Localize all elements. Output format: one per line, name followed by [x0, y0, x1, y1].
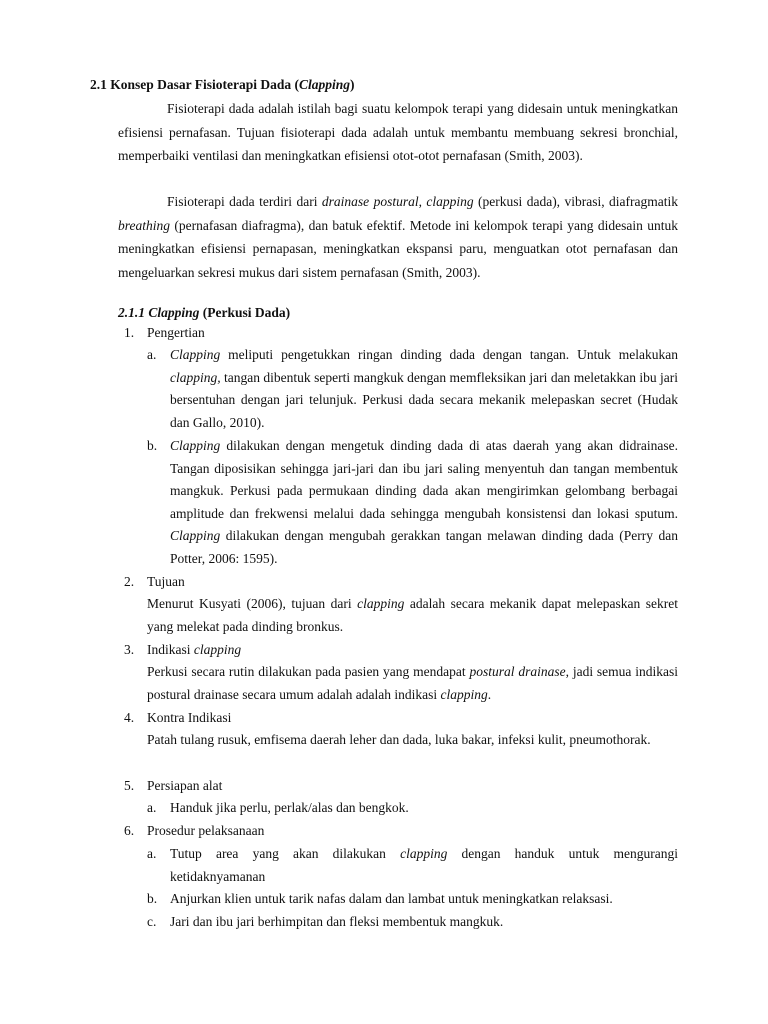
list-letter-5a: a. [147, 800, 157, 815]
list-label-kontra-indikasi: Kontra Indikasi [147, 710, 232, 725]
section-title-italic: Clapping [299, 77, 351, 92]
subsection-title: 2.1.1 Clapping (Perkusi Dada) [118, 305, 291, 320]
list-text-6c: Jari dan ibu jari berhimpitan dan fleksi membentuk mangkuk. [170, 914, 504, 929]
list-text-1a: Clapping meliputi pengetukkan ringan dinding dada dengan tangan. Untuk melakukan clapping, tangan dibentuk seperti mangkuk dengan memfleksikan jari dan meletakkan ibu jari bersentuhan dengan jari telunjuk. Perkusi dada secara mekanik melepaskan secret (Hudak dan Gallo, 2010). [170, 347, 678, 430]
list-label-prosedur: Prosedur pelaksanaan [147, 823, 265, 838]
list-text-indikasi: Perkusi secara rutin dilakukan pada pasien yang mendapat postural drainase, jadi semua indikasi postural drainase secara umum adalah adalah indikasi clapping. [147, 664, 679, 702]
list-number-5: 5. [124, 778, 135, 793]
list-text-5a: Handuk jika perlu, perlak/alas dan bengkok. [170, 800, 409, 815]
list-label-persiapan-alat: Persiapan alat [147, 778, 223, 793]
list-text-1b: Clapping dilakukan dengan mengetuk dinding dada di atas daerah yang akan didrainase. Tangan diposisikan sehingga jari-jari dan ibu jari saling menyentuh dan tangan membentuk mangkuk. Perkusi pada permukaan dinding dada akan mengirimkan gelombang berbagai amplitude dan frekwensi melalui dada sehingga mengubah konsistensi dan lokasi sputum. Clapping dilakukan dengan mengubah gerakkan tangan melawan dinding dada (Perry dan Potter, 2006: 1595). [170, 438, 678, 566]
list-number-2: 2. [124, 574, 135, 589]
list-text-kontra-indikasi: Patah tulang rusuk, emfisema daerah leher dan dada, luka bakar, infeksi kulit, pneumothorak. [147, 732, 651, 747]
list-label-indikasi: Indikasi clapping [147, 642, 242, 657]
list-number-3: 3. [124, 642, 135, 657]
list-text-6b: Anjurkan klien untuk tarik nafas dalam dan lambat untuk meningkatkan relaksasi. [170, 891, 613, 906]
intro-paragraph-1: Fisioterapi dada adalah istilah bagi suatu kelompok terapi yang didesain untuk meningkatkan efisiensi pernafasan. Tujuan fisioterapi dada adalah untuk membantu membuang sekresi bronchial, memperbaiki ventilasi dan meningkatkan efisiensi otot-otot pernafasan (Smith, 2003). [118, 101, 678, 163]
list-letter-1a: a. [147, 347, 157, 362]
section-title-suffix: ) [350, 77, 355, 92]
intro-paragraph-2: Fisioterapi dada terdiri dari drainase postural, clapping (perkusi dada), vibrasi, diafragmatik breathing (pernafasan diafragma), dan batuk efektif. Metode ini kelompok terapi yang didesain untuk meningkatkan efisiensi pernapasan, meningkatkan ekspansi paru, menguatkan otot pernafasan dan mengeluarkan sekresi mukus dari sistem pernafasan (Smith, 2003). [118, 194, 678, 280]
list-number-4: 4. [124, 710, 135, 725]
list-label-pengertian: Pengertian [147, 325, 205, 340]
list-number-1: 1. [124, 325, 135, 340]
list-label-tujuan: Tujuan [147, 574, 185, 589]
list-text-tujuan: Menurut Kusyati (2006), tujuan dari clapping adalah secara mekanik dapat melepaskan sekret yang melekat pada dinding bronkus. [147, 596, 678, 634]
list-letter-6b: b. [147, 891, 158, 906]
list-number-6: 6. [124, 823, 135, 838]
list-letter-6c: c. [147, 914, 157, 929]
section-title [90, 75, 355, 95]
list-text-6a: Tutup area yang akan dilakukan clapping dengan handuk untuk mengurangi ketidaknyamanan [170, 846, 678, 884]
list-letter-6a: a. [147, 846, 157, 861]
section-title-text: 2.1 Konsep Dasar Fisioterapi Dada ( [90, 77, 300, 92]
list-letter-1b: b. [147, 438, 158, 453]
